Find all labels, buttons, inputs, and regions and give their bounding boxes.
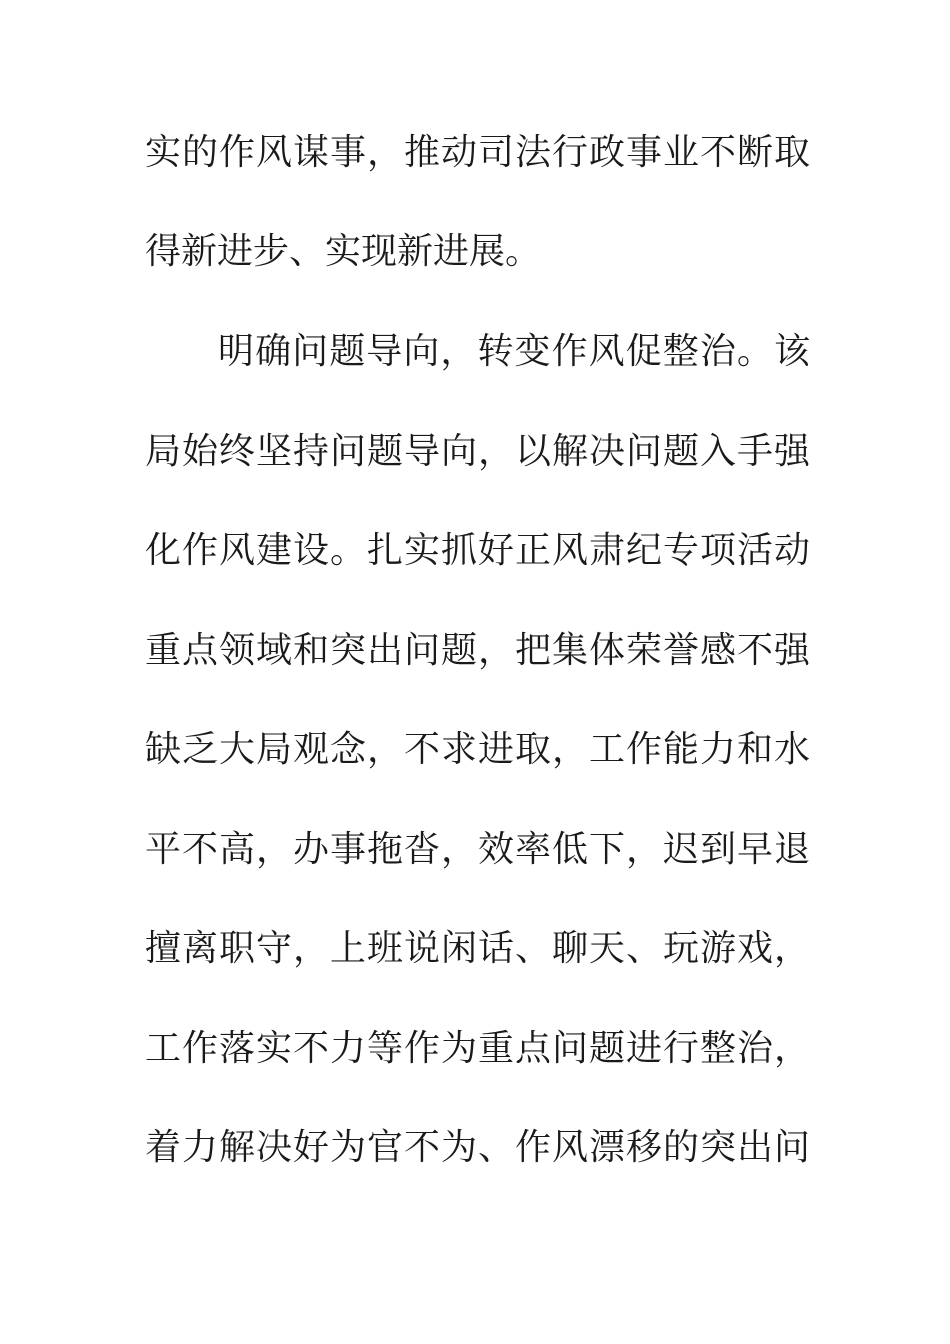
text-line: 擅离职守，上班说闲话、聊天、玩游戏， <box>145 928 810 969</box>
text-line: 得新进步、实现新进展。 <box>145 231 542 272</box>
text-line: 平不高，办事拖沓，效率低下，迟到早退 <box>145 829 810 870</box>
text-line: 化作风建设。扎实抓好正风肃纪专项活动 <box>145 530 810 571</box>
text-line: 工作落实不力等作为重点问题进行整治， <box>145 1028 810 1069</box>
text-line: 缺乏大局观念，不求进取，工作能力和水 <box>145 729 810 770</box>
paragraph-first-line: 明确问题导向，转变作风促整治。该 <box>218 331 810 372</box>
text-line: 重点领域和突出问题，把集体荣誉感不强 <box>145 630 810 671</box>
text-line: 着力解决好为官不为、作风漂移的突出问 <box>145 1127 810 1168</box>
text-line: 实的作风谋事，推动司法行政事业不断取 <box>145 132 810 173</box>
text-line: 局始终坚持问题导向，以解决问题入手强 <box>145 431 810 472</box>
